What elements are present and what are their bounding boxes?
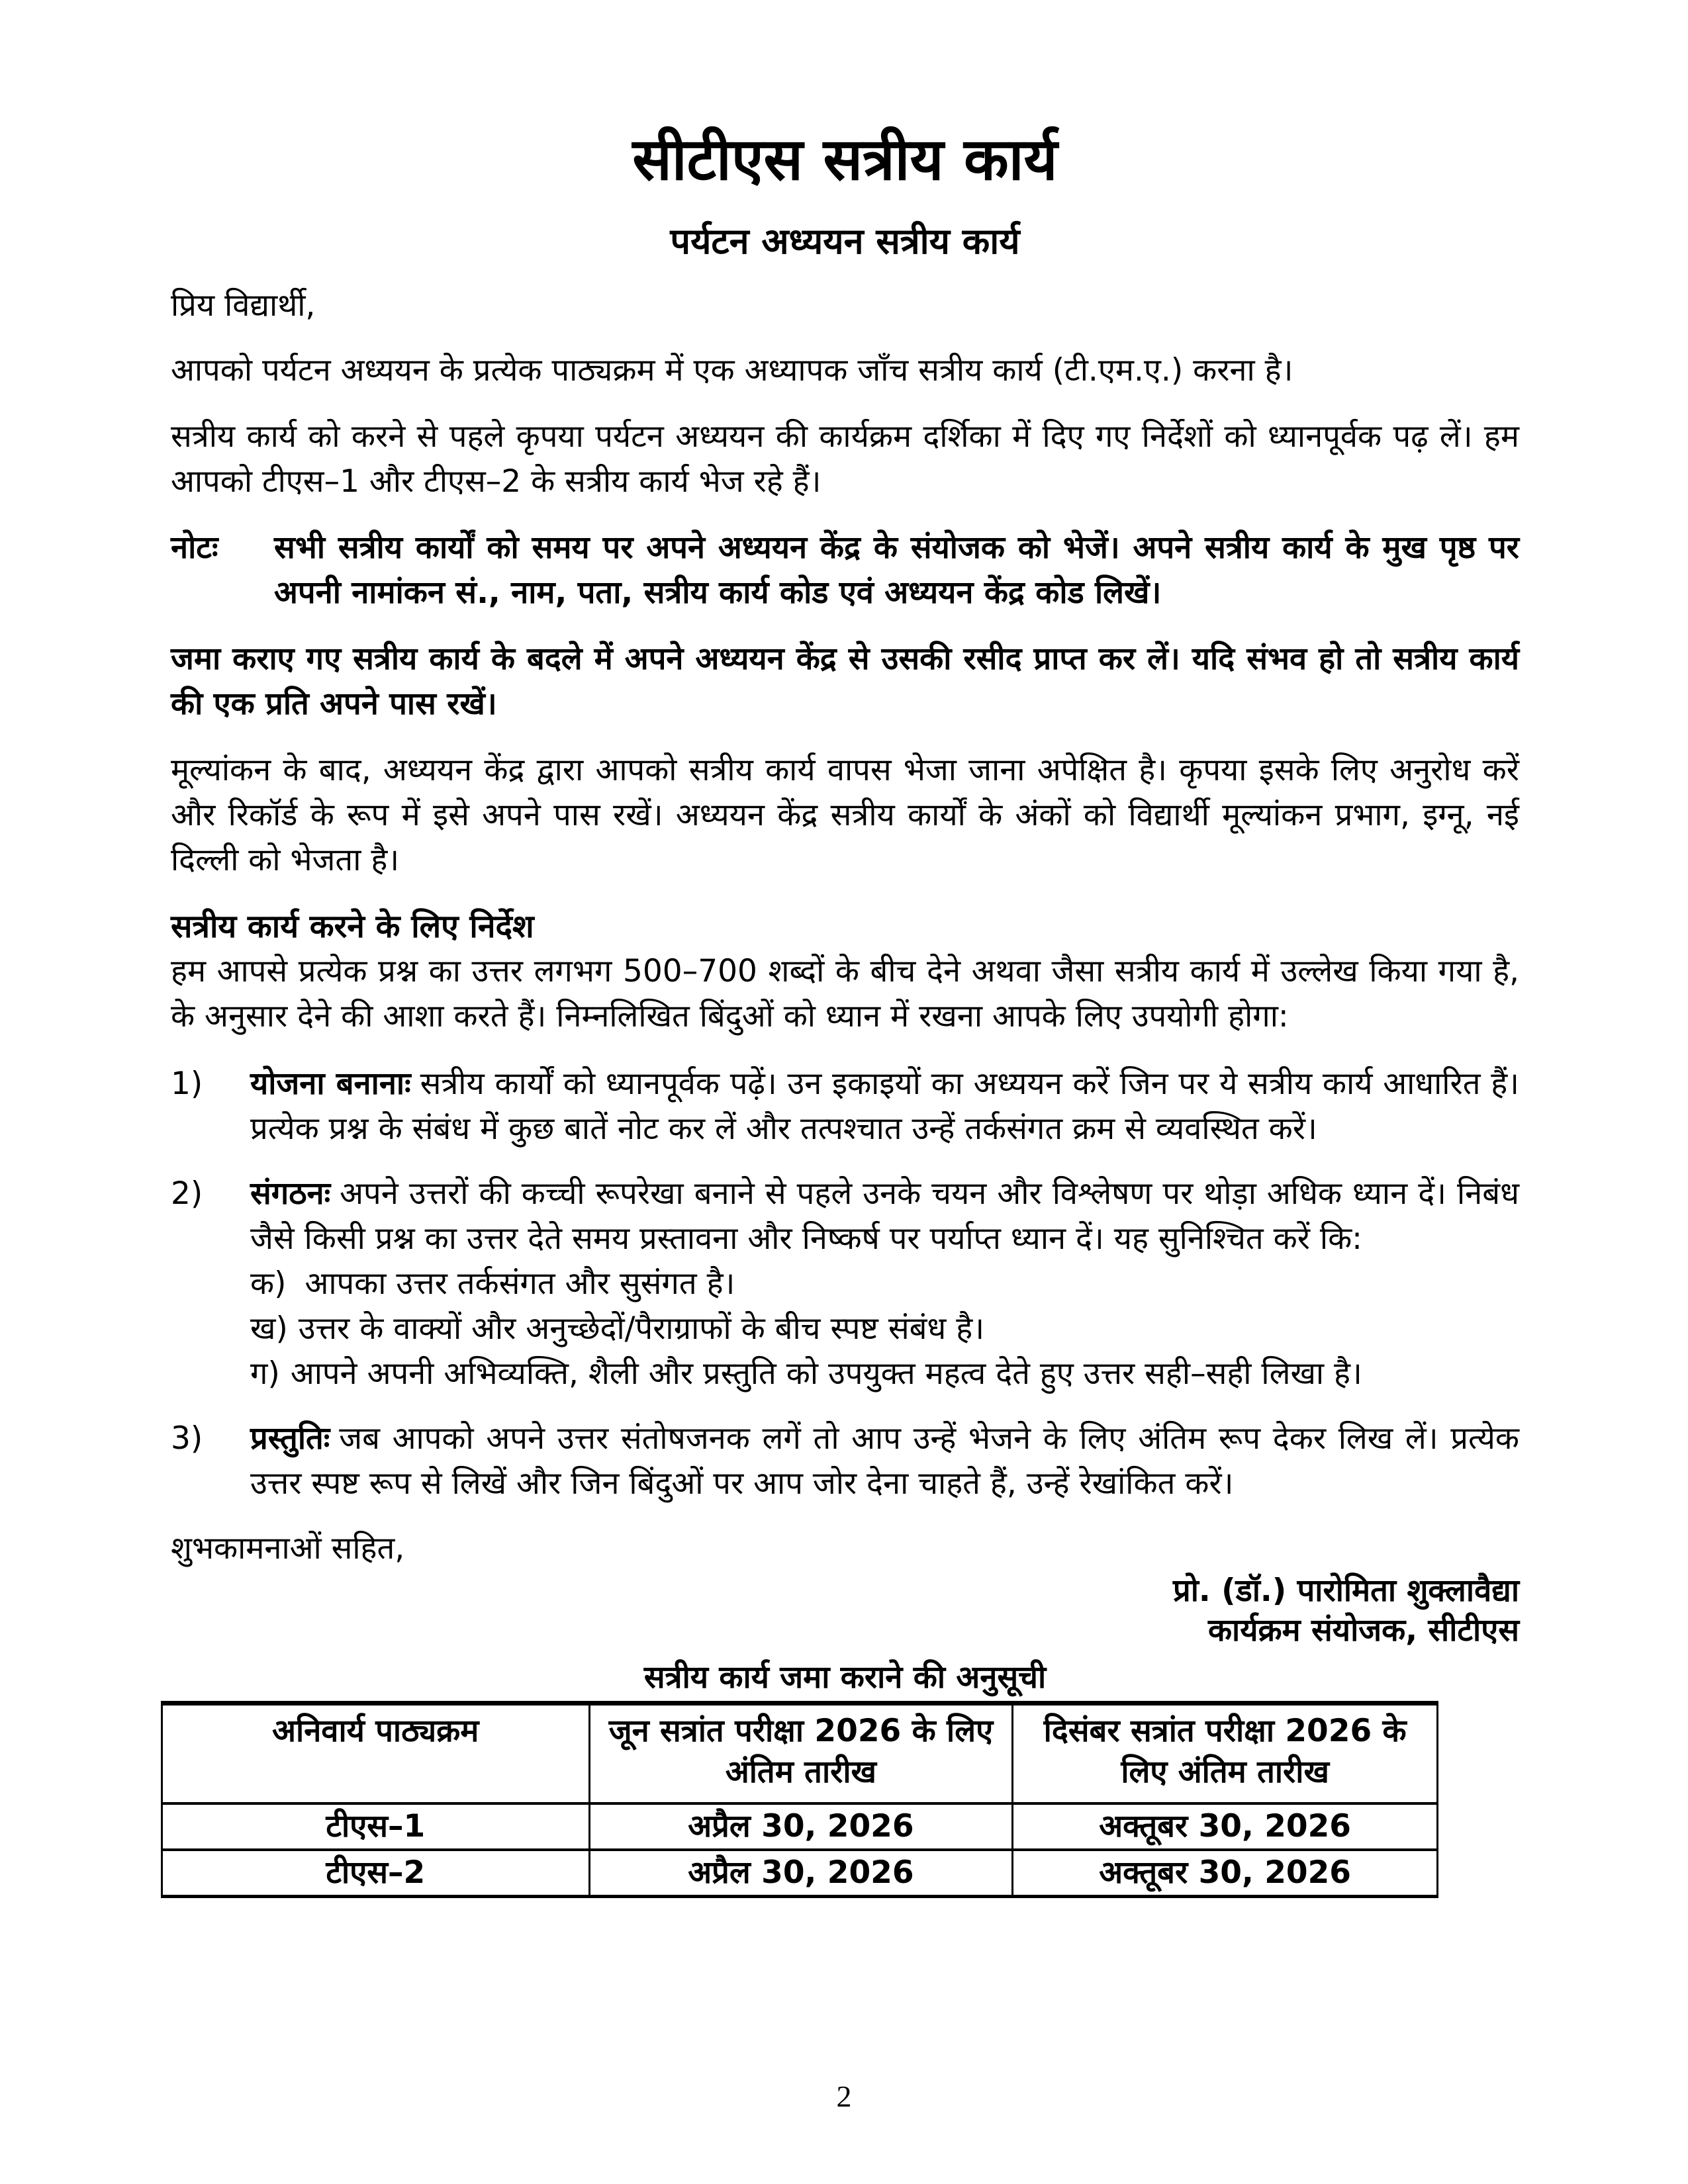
list-item-label: प्रस्तुतिः — [250, 1420, 330, 1457]
instructions-heading: सत्रीय कार्य करने के लिए निर्देश — [171, 908, 534, 946]
table-header-row — [162, 1704, 1438, 1804]
list-item-label: संगठनः — [250, 1175, 331, 1212]
signature-name: प्रो. (डॉ.) पारोमिता शुक्लावैद्या — [1172, 1572, 1519, 1610]
sub-item-label: ग) — [250, 1355, 280, 1392]
list-item-planning — [171, 1062, 1519, 1152]
paragraph-evaluation: मूल्यांकन के बाद, अध्ययन केंद्र द्वारा आपको सत्रीय कार्य वापस भेजा जाना अपेक्षित है। कृपया इसके लिए अनुरोध करें और रिकॉर्ड के रूप में इसे अपने पास रखें। अध्ययन केंद्र सत्रीय कार्यों के अंकों को विद्यार्थी मूल्यांकन प्रभाग, इग्नू, नई दिल्ली को भेजता है। — [171, 752, 1519, 879]
page-number: 2 — [836, 2079, 852, 2113]
signature-title: कार्यक्रम संयोजक, सीटीएस — [1207, 1612, 1519, 1649]
paragraph-guide: सत्रीय कार्य को करने से पहले कृपया पर्यटन अध्ययन की कार्यक्रम दर्शिका में दिए गए निर्देशों को ध्यानपूर्वक पढ़ लें। हम आपको टीएस–1 और टीएस–2 के सत्रीय कार्य भेज रहे हैं। — [171, 418, 1519, 500]
sub-item-label: ख) — [250, 1310, 288, 1347]
paragraph-receipt: जमा कराए गए सत्रीय कार्य के बदले में अपने अध्ययन केंद्र से उसकी रसीद प्राप्त कर लें। यदि संभव हो तो सत्रीय कार्य की एक प्रति अपने पास रखें। — [171, 641, 1519, 723]
sub-item-text: आपका उत्तर तर्कसंगत और सुसंगत है। — [305, 1265, 735, 1302]
list-item-number: 1) — [171, 1066, 203, 1103]
list-item-presentation — [171, 1416, 1519, 1506]
table-header-course: अनिवार्य पाठ्यक्रम — [162, 1704, 590, 1804]
page-title: सीटीएस सत्रीय कार्य — [632, 125, 1058, 193]
table-row — [162, 1850, 1438, 1897]
paragraph-tma: आपको पर्यटन अध्ययन के प्रत्येक पाठ्यक्रम में एक अध्यापक जाँच सत्रीय कार्य (टी.एम.ए.) करना है। — [171, 352, 1293, 389]
table-cell-course: टीएस–2 — [162, 1850, 590, 1897]
note-label: नोटः — [171, 529, 218, 567]
table-header-june-deadline: जून सत्रांत परीक्षा 2026 के लिए अंतिम तारीख — [589, 1704, 1013, 1804]
sub-item-text: उत्तर के वाक्यों और अनुच्छेदों/पैराग्राफों के बीच स्पष्ट संबंध है। — [298, 1310, 985, 1347]
list-item-label: योजना बनानाः — [250, 1066, 411, 1103]
list-item-body — [250, 1416, 1519, 1506]
list-item-text: अपने उत्तरों की कच्ची रूपरेखा बनाने से पहले उनके चयन और विश्लेषण पर थोड़ा अधिक ध्यान दें। निबंध जैसे किसी प्रश्न का उत्तर देते समय प्रस्तावना और निष्कर्ष पर पर्याप्त ध्यान दें। यह सुनिश्चित करें कि: — [250, 1175, 1519, 1257]
note-text: सभी सत्रीय कार्यों को समय पर अपने अध्ययन केंद्र के संयोजक को भेजें। अपने सत्रीय कार्य के मुख पृष्ठ पर अपनी नामांकन सं., नाम, पता, सत्रीय कार्य कोड एवं अध्ययन केंद्र कोड लिखें। — [274, 529, 1519, 612]
sub-item-kha — [250, 1306, 1519, 1351]
list-item-main-text — [250, 1171, 1519, 1261]
schedule-title: सत्रीय कार्य जमा कराने की अनुसूची — [643, 1659, 1047, 1696]
table-cell-december-date: अक्तूबर 30, 2026 — [1013, 1850, 1438, 1897]
signature-block — [171, 1571, 1519, 1651]
salutation: प्रिय विद्यार्थी, — [171, 287, 316, 324]
sub-item-label: क) — [250, 1265, 287, 1302]
table-row — [162, 1803, 1438, 1850]
list-item-body — [250, 1171, 1519, 1396]
page-subtitle: पर्यटन अध्ययन सत्रीय कार्य — [670, 220, 1020, 263]
sub-item-text: आपने अपनी अभिव्यक्ति, शैली और प्रस्तुति को उपयुक्त महत्व देते हुए उत्तर सही–सही लिखा है। — [290, 1355, 1362, 1392]
schedule-table — [161, 1701, 1438, 1898]
list-item-number: 3) — [171, 1420, 203, 1457]
table-cell-course: टीएस–1 — [162, 1803, 590, 1850]
note-paragraph — [171, 525, 1519, 615]
list-item-body — [250, 1062, 1519, 1152]
table-cell-june-date: अप्रैल 30, 2026 — [589, 1850, 1013, 1897]
instructions-intro: हम आपसे प्रत्येक प्रश्न का उत्तर लगभग 500–700 शब्दों के बीच देने अथवा जैसा सत्रीय कार्य में उल्लेख किया गया है, के अनुसार देने की आशा करते हैं। निम्नलिखित बिंदुओं को ध्यान में रखना आपके लिए उपयोगी होगा: — [171, 953, 1519, 1035]
list-item-text: जब आपको अपने उत्तर संतोषजनक लगें तो आप उन्हें भेजने के लिए अंतिम रूप देकर लिख लें। प्रत्येक उत्तर स्पष्ट रूप से लिखें और जिन बिंदुओं पर आप जोर देना चाहते हैं, उन्हें रेखांकित करें। — [250, 1420, 1519, 1502]
sub-item-ka — [250, 1261, 1519, 1306]
table-cell-december-date: अक्तूबर 30, 2026 — [1013, 1803, 1438, 1850]
sub-item-ga — [250, 1351, 1519, 1396]
table-header-december-deadline: दिसंबर सत्रांत परीक्षा 2026 के लिए अंतिम तारीख — [1013, 1704, 1438, 1804]
list-item-organisation — [171, 1171, 1519, 1396]
list-item-number: 2) — [171, 1175, 203, 1212]
list-item-text: सत्रीय कार्यों को ध्यानपूर्वक पढ़ें। उन इकाइयों का अध्ययन करें जिन पर ये सत्रीय कार्य आधारित हैं। प्रत्येक प्रश्न के संबंध में कुछ बातें नोट कर लें और तत्पश्चात उन्हें तर्कसंगत क्रम से व्यवस्थित करें। — [250, 1066, 1519, 1148]
closing-regards: शुभकामनाओं सहित, — [171, 1530, 405, 1567]
table-cell-june-date: अप्रैल 30, 2026 — [589, 1803, 1013, 1850]
